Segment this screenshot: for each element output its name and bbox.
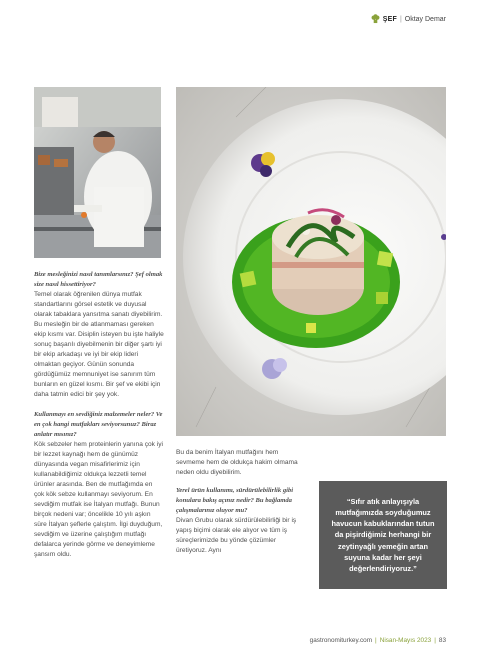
article-column-middle: [176, 448, 304, 556]
article-column-left: [34, 270, 164, 560]
author-name: Oktay Demar: [404, 15, 446, 23]
interview-answer-2-continued: Bu da benim İtalyan mutfağını hem sevmeme hem de oldukça hakim olmama neden oldu diyebilirim.: [176, 449, 298, 476]
dish-photo: [176, 87, 446, 436]
interview-question-1: Bize mesleğinizi nasıl tanımlarsınız? Şef olmak size nasıl hissettiriyor?: [34, 271, 163, 288]
interview-question-3: Yerel ürün kullanımı, sürdürülebilirlik gibi konulara bakış açınız nedir? Bu bağlamda çalışmalarınız oluyor mu?: [176, 487, 294, 514]
chef-hat-icon: [371, 14, 380, 24]
chef-photo: [34, 87, 161, 258]
section-label: ŞEF: [382, 15, 397, 23]
pull-quote-box: [319, 481, 447, 589]
footer-website: gastronomiturkey.com: [309, 637, 373, 644]
footer-issue-date: Nisan-Mayıs 2023: [379, 637, 432, 644]
interview-answer-3: Divan Grubu olarak sürdürülebilirliği bir iş yapış biçimi olarak ele alıyor ve tüm iş süreçlerimizde bu yönde çözümler üretiyoruz. Aynı: [176, 517, 297, 554]
page-footer: [310, 637, 446, 644]
pull-quote-text: “Sıfır atık anlayışıyla mutfağımızda soyduğumuz havucun kabuklarından tutun da pişirdiğimiz herhangi bir zeytinyağlı yemeğin artan suyuna kadar her şeyi değerlendiriyoruz.”: [331, 496, 435, 573]
interview-answer-2: Kök sebzeler hem proteinlerin yanına çok iyi bir lezzet kaynağı hem de günümüz dünyasında vegan misafirlerimiz için kullanabildiğimiz oldukça lezzetli temel ürünler arasında. Ben de mutfağımda en çok kök sebze kullanmayı seviyorum. En sevdiğim mutfak ise İtalyan mutfağı. Bunun birçok nedeni var; öncelikle 10 yılı aşkın süre İtalyan şeflerle çalıştım. İlgi duyduğum, sevdiğim ve üzerine çalıştığım mutfağı defalarca yerinde görme ve deneyimleme şansım oldu.: [34, 441, 164, 558]
page-number: 83: [438, 637, 446, 644]
page-header: [371, 14, 446, 24]
interview-question-2: Kullanmayı en sevdiğiniz malzemeler neler? Ve en çok hangi mutfakları seviyorsunuz? Biraz anlatır mısınız?: [34, 411, 163, 438]
header-separator: |: [399, 15, 402, 23]
footer-separator-2: |: [434, 637, 436, 644]
footer-separator: |: [375, 637, 377, 644]
interview-answer-1: Temel olarak öğrenilen dünya mutfak standartlarını görsel estetik ve duyusal olarak tabaklara yansıtma sanatı diyebilirim. Bu mesleğin bir de atlanmaması gereken ekip kısmı var. Disiplin isteyen bu işte haliyle sonuç başarılı diyebilmenin bir diğer şartı iyi bir ekip arkadaşı ve iyi bir ekip lideri olmaktan geçiyor. Günün sonunda gördüğümüz memnuniyet ise sanırım tüm bunların en güzel kısmı. Bir şef ve ekibi için daha tatmin edici bir şey yok.: [34, 291, 164, 398]
